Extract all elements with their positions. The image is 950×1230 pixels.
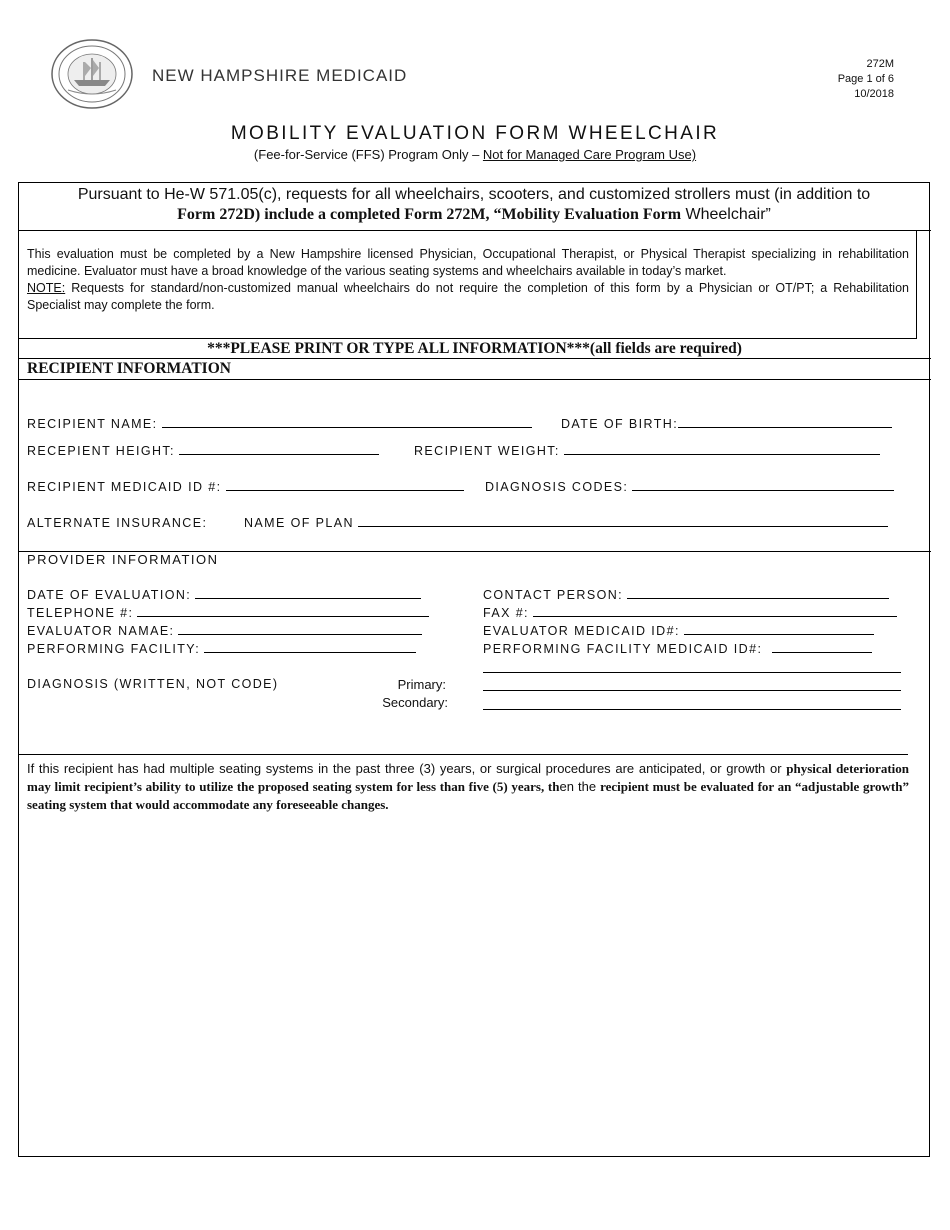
facility-id-input[interactable]: [772, 642, 872, 653]
intro-line-2-bold: Form 272D) include a completed Form 272M, “Mobility Evaluation Form: [177, 206, 682, 223]
evaluation-writing-area[interactable]: [19, 815, 929, 1155]
fax-label: FAX #:: [483, 606, 529, 620]
form-subtitle: [0, 147, 950, 162]
height-label: RECEPIENT HEIGHT:: [27, 444, 175, 458]
medicaid-id-input[interactable]: [226, 480, 464, 491]
seating-system-note: [27, 760, 909, 814]
medicaid-id-field[interactable]: [27, 480, 464, 494]
evaluator-input[interactable]: [178, 624, 422, 635]
form-title: MOBILITY EVALUATION FORM WHEELCHAIR: [230, 123, 720, 144]
subtitle-underlined: Not for Managed Care Program Use): [482, 147, 697, 162]
note-plain-mid: en the: [559, 779, 597, 794]
height-field[interactable]: [27, 444, 379, 458]
eval-date-label: DATE OF EVALUATION:: [27, 588, 192, 602]
fax-field[interactable]: [483, 606, 897, 620]
contact-field[interactable]: [483, 588, 889, 602]
fax-input[interactable]: [533, 606, 897, 617]
divider: [916, 230, 917, 338]
secondary-diagnosis-input[interactable]: [483, 709, 901, 710]
height-input[interactable]: [179, 444, 379, 455]
divider: [18, 379, 931, 380]
intro-paragraph: [27, 246, 909, 314]
eval-date-field[interactable]: [27, 588, 421, 602]
recipient-name-field[interactable]: [27, 417, 532, 431]
intro-line-2: [24, 205, 924, 225]
intro-para-text: This evaluation must be completed by a New Hampshire licensed Physician, Occupational Therapist, or Physical Therapist specializing in rehabilitation medicine. Evaluator must have a broad knowledge of the various seating systems and wheelchairs available in today’s market.: [27, 247, 909, 278]
contact-label: CONTACT PERSON:: [483, 588, 623, 602]
phone-label: TELEPHONE #:: [27, 606, 134, 620]
evaluator-label: EVALUATOR NAMAE:: [27, 624, 175, 638]
weight-field[interactable]: [414, 444, 880, 458]
subtitle-plain: (Fee-for-Service (FFS) Program Only –: [253, 147, 483, 162]
secondary-label: Secondary:: [382, 695, 448, 710]
divider: [18, 358, 931, 359]
phone-input[interactable]: [137, 606, 429, 617]
form-info: [838, 57, 894, 102]
diagnosis-codes-field[interactable]: [485, 480, 894, 494]
divider: [18, 754, 908, 755]
divider: [18, 230, 931, 231]
intro-statement: [24, 185, 924, 225]
intro-line-1: Pursuant to He-W 571.05(c), requests for all wheelchairs, scooters, and customized strollers must (in addition to: [77, 186, 871, 203]
evaluator-id-label: EVALUATOR MEDICAID ID#:: [483, 624, 680, 638]
form-number: 272M: [866, 58, 894, 70]
facility-id-extra-line[interactable]: [483, 672, 901, 673]
recipient-section-heading: RECIPIENT INFORMATION: [27, 360, 231, 377]
page-label: Page 1 of 6: [837, 73, 894, 85]
dob-field[interactable]: [561, 417, 892, 431]
recipient-name-label: RECIPIENT NAME:: [27, 417, 158, 431]
provider-section-heading: PROVIDER INFORMATION: [27, 552, 219, 567]
agency-name: NEW HAMPSHIRE MEDICAID: [152, 66, 408, 85]
form-date: 10/2018: [854, 88, 894, 100]
contact-input[interactable]: [627, 588, 889, 599]
facility-id-label: PERFORMING FACILITY MEDICAID ID#:: [483, 642, 763, 656]
facility-field[interactable]: [27, 642, 416, 656]
note-label: NOTE:: [27, 281, 66, 295]
weight-input[interactable]: [564, 444, 880, 455]
note-text: Requests for standard/non-customized manual wheelchairs do not require the completion of this form by a Physician or OT/PT; a Rehabilitation Specialist may complete the form.: [27, 281, 909, 312]
note-bold-end: recipient must be evaluated for an “adjustable growth” seating system that would accommodate any foreseeable changes.: [27, 779, 909, 812]
plan-name-input[interactable]: [358, 516, 888, 527]
divider: [18, 338, 917, 339]
note-plain-start: If this recipient has had multiple seating systems in the past three (3) years, or surgical procedures are anticipated, or growth or: [27, 761, 782, 776]
print-instruction: ***PLEASE PRINT OR TYPE ALL INFORMATION***(all fields are required): [207, 340, 742, 357]
primary-diagnosis-input[interactable]: [483, 690, 901, 691]
evaluator-field[interactable]: [27, 624, 422, 638]
intro-line-2-tail: Wheelchair”: [681, 206, 771, 223]
dob-label: DATE OF BIRTH:: [561, 417, 679, 431]
dob-input[interactable]: [678, 417, 892, 428]
diagnosis-codes-input[interactable]: [632, 480, 894, 491]
phone-field[interactable]: [27, 606, 429, 620]
facility-label: PERFORMING FACILITY:: [27, 642, 201, 656]
primary-label: Primary:: [397, 677, 446, 692]
eval-date-input[interactable]: [195, 588, 421, 599]
facility-id-field[interactable]: [483, 642, 872, 656]
recipient-name-input[interactable]: [162, 417, 532, 428]
weight-label: RECIPIENT WEIGHT:: [414, 444, 560, 458]
evaluator-id-input[interactable]: [684, 624, 874, 635]
facility-input[interactable]: [204, 642, 416, 653]
medicaid-id-label: RECIPIENT MEDICAID ID #:: [27, 480, 222, 494]
evaluator-id-field[interactable]: [483, 624, 874, 638]
alternate-insurance-label: ALTERNATE INSURANCE:: [27, 516, 208, 530]
plan-name-label: NAME OF PLAN: [244, 516, 354, 530]
note-bold-mid: physical deterioration may limit recipient’s ability to utilize the proposed seating system for less than five (5) years, th: [27, 761, 909, 794]
diagnosis-codes-label: DIAGNOSIS CODES:: [485, 480, 629, 494]
plan-name-field[interactable]: [244, 516, 888, 530]
state-seal-icon: [50, 38, 134, 110]
diagnosis-written-label: DIAGNOSIS (WRITTEN, NOT CODE): [27, 677, 279, 691]
